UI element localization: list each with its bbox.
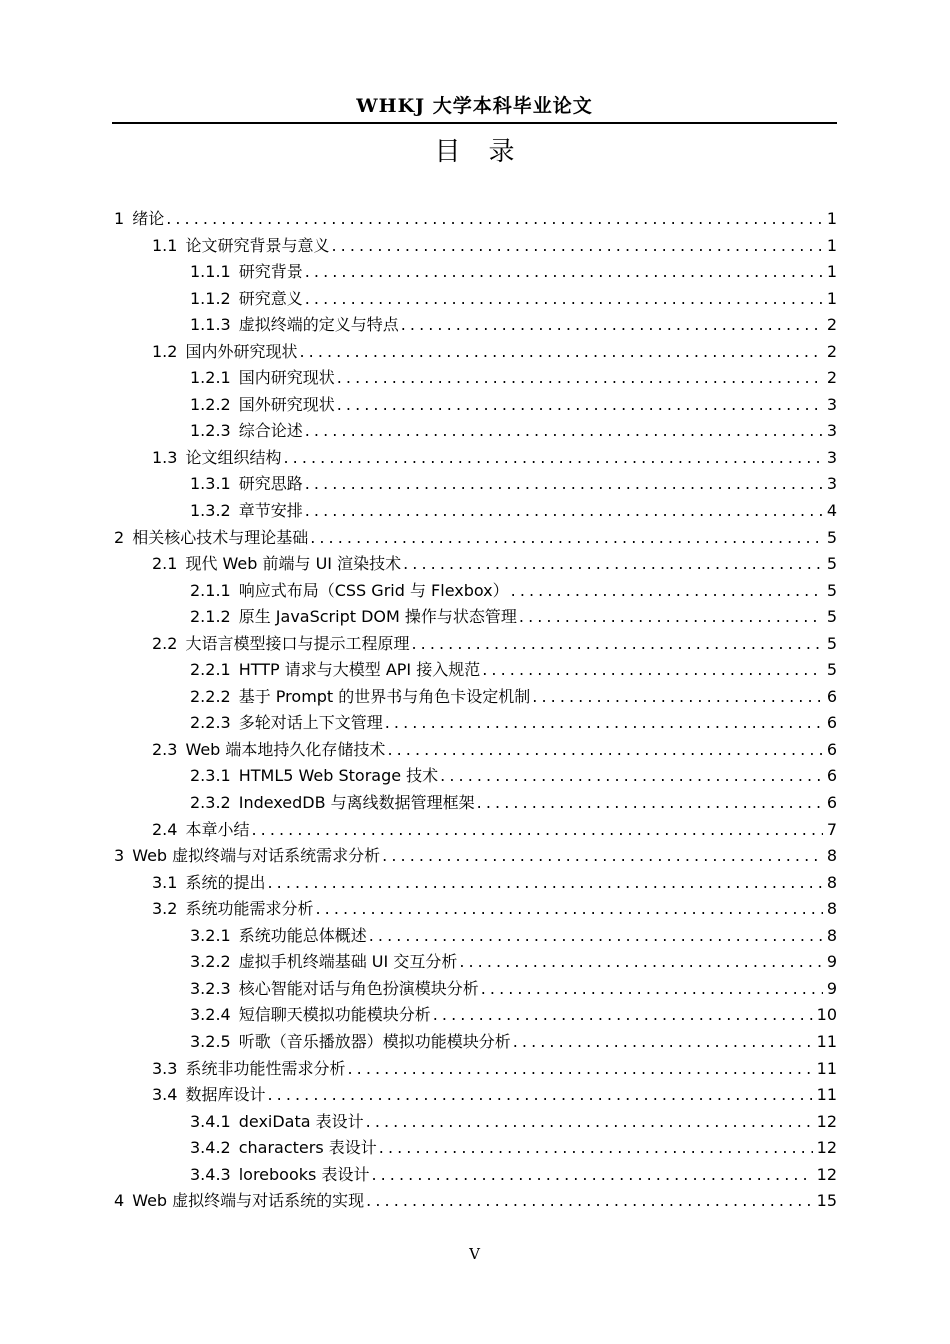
toc-dot-leader (366, 1109, 813, 1135)
toc-dot-leader (305, 471, 823, 497)
toc-entry-number: 1.1.2 (190, 288, 231, 308)
toc-entry-title (152, 817, 249, 843)
toc-entry-number: 2.1.1 (190, 580, 231, 600)
toc-entry-page: 12 (816, 1164, 837, 1184)
toc-entry-number: 1.2.1 (190, 368, 231, 388)
toc-entry-page: 7 (826, 819, 837, 839)
toc-entry-title (190, 684, 530, 710)
toc-entry-title (114, 206, 164, 232)
page-header: WHKJ 大学本科毕业论文 (356, 95, 593, 117)
toc-dot-leader (482, 657, 823, 683)
toc-entry-title (190, 1135, 377, 1161)
toc-dot-leader (267, 1082, 812, 1108)
toc-entry-number: 1.2.3 (190, 421, 231, 441)
toc-entry-number: 3.2.1 (190, 925, 231, 945)
toc-entry-label: 章节安排 (238, 501, 303, 521)
toc-entry[interactable] (112, 817, 837, 844)
toc-entry-number: 3.2.5 (190, 1031, 231, 1051)
toc-entry-page: 1 (826, 235, 837, 255)
header-rule (112, 122, 837, 124)
toc-entry-title (190, 418, 303, 444)
toc-entry[interactable] (112, 418, 837, 445)
toc-dot-leader (532, 684, 823, 710)
toc-entry-number: 3.2.2 (190, 952, 231, 972)
toc-entry-label: 综合论述 (238, 421, 303, 441)
toc-entry-label: HTTP 请求与大模型 API 接入规范 (238, 660, 481, 680)
toc-entry[interactable] (112, 471, 837, 498)
toc-entry-page: 11 (816, 1058, 837, 1078)
toc-entry-title (190, 976, 479, 1002)
toc-entry[interactable] (112, 233, 837, 260)
toc-entry-number: 4 (114, 1191, 125, 1211)
toc-entry-title (190, 1002, 431, 1028)
toc-entry-title (190, 259, 303, 285)
toc-entry-page: 6 (826, 686, 837, 706)
toc-entry-title (190, 710, 383, 736)
toc-entry[interactable] (112, 843, 837, 870)
toc-entry-page: 2 (826, 341, 837, 361)
toc-entry-page: 5 (826, 633, 837, 653)
toc-entry-label: 论文研究背景与意义 (185, 235, 330, 255)
toc-entry-number: 3.2.3 (190, 978, 231, 998)
toc-entry-page: 5 (826, 554, 837, 574)
toc-dot-leader (459, 949, 822, 975)
toc-entry-label: 多轮对话上下文管理 (238, 713, 383, 733)
toc-entry-title (114, 1188, 364, 1214)
toc-entry-number: 2.4 (152, 819, 178, 839)
toc-entry-title (190, 923, 367, 949)
toc-dot-leader (267, 870, 822, 896)
toc-entry-label: 核心智能对话与角色扮演模块分析 (238, 978, 479, 998)
toc-dot-leader (387, 737, 822, 763)
toc-entry[interactable] (112, 604, 837, 631)
toc-entry-title (152, 1056, 345, 1082)
toc-entry-page: 8 (826, 899, 837, 919)
toc-entry-number: 3.2.4 (190, 1005, 231, 1025)
toc-title: 目录 (434, 137, 543, 167)
toc-entry-number: 2.2 (152, 633, 178, 653)
toc-entry-title (152, 445, 281, 471)
toc-entry-page: 11 (816, 1085, 837, 1105)
toc-entry-title (190, 578, 509, 604)
page-number: V (469, 1245, 480, 1263)
toc-entry-label: lorebooks 表设计 (238, 1164, 370, 1184)
toc-entry-title (190, 498, 303, 524)
toc-entry-page: 1 (826, 288, 837, 308)
toc-entry-page: 9 (826, 952, 837, 972)
toc-dot-leader (166, 206, 823, 232)
toc-entry-title (190, 392, 335, 418)
toc-entry-number: 2.2.2 (190, 686, 231, 706)
toc-entry[interactable] (112, 551, 837, 578)
toc-entry-title (190, 657, 480, 683)
toc-entry[interactable] (112, 1188, 837, 1215)
toc-dot-leader (513, 1029, 813, 1055)
toc-entry-number: 2.3.1 (190, 766, 231, 786)
toc-entry-title (152, 737, 385, 763)
toc-entry[interactable] (112, 259, 837, 286)
toc-dot-leader (433, 1002, 813, 1028)
toc-entry-title (152, 551, 401, 577)
toc-entry[interactable] (112, 578, 837, 605)
toc-dot-leader (305, 418, 823, 444)
toc-entry-page: 5 (826, 607, 837, 627)
toc-dot-leader (371, 1162, 812, 1188)
toc-entry-label: 国外研究现状 (238, 394, 335, 414)
toc-entry-label: characters 表设计 (238, 1138, 377, 1158)
toc-entry-title (190, 286, 303, 312)
toc-entry-number: 2.1 (152, 554, 178, 574)
toc-entry-label: Web 虚拟终端与对话系统需求分析 (132, 846, 381, 866)
toc-entry-page: 9 (826, 978, 837, 998)
toc-entry-page: 8 (826, 925, 837, 945)
toc-entry-page: 12 (816, 1138, 837, 1158)
toc-entry-title (190, 763, 438, 789)
toc-entry-page: 3 (826, 421, 837, 441)
toc-entry-number: 1 (114, 209, 125, 228)
toc-entry-number: 1.1 (152, 235, 178, 255)
toc-entry-number: 1.3.1 (190, 474, 231, 494)
toc-entry[interactable] (112, 498, 837, 525)
toc-entry-page: 2 (826, 315, 837, 335)
toc-entry-page: 5 (826, 580, 837, 600)
toc-entry[interactable] (112, 339, 837, 366)
toc-dot-leader (379, 1135, 813, 1161)
toc-entry-number: 2.3.2 (190, 793, 231, 813)
toc-entry-title (190, 790, 475, 816)
toc-entry-title (114, 843, 380, 869)
toc-entry-page: 5 (826, 527, 837, 547)
toc-dot-leader (331, 233, 822, 259)
toc-entry[interactable] (112, 923, 837, 950)
toc-entry[interactable] (112, 631, 837, 658)
toc-dot-leader (411, 631, 822, 657)
toc-entry[interactable] (112, 206, 837, 233)
toc-entry-title (152, 870, 265, 896)
toc-entry[interactable] (112, 949, 837, 976)
toc-entry-number: 2.3 (152, 739, 178, 759)
toc-entry[interactable] (112, 1029, 837, 1056)
toc-dot-leader (305, 286, 823, 312)
toc-entry-label: 虚拟手机终端基础 UI 交互分析 (238, 952, 458, 972)
toc-entry-number: 3.1 (152, 872, 178, 892)
toc-entry[interactable] (112, 365, 837, 392)
toc-entry-title (152, 339, 297, 365)
toc-entry-number: 3.4.1 (190, 1111, 231, 1131)
toc-dot-leader (511, 578, 823, 604)
toc-dot-leader (305, 498, 823, 524)
toc-entry-number: 3.4.3 (190, 1164, 231, 1184)
toc-entry-page: 3 (826, 394, 837, 414)
toc-entry-number: 2.1.2 (190, 607, 231, 627)
toc-entry-label: 相关核心技术与理论基础 (132, 527, 309, 547)
toc-dot-leader (337, 392, 823, 418)
toc-dot-leader (283, 445, 822, 471)
toc-entry-page: 8 (826, 846, 837, 866)
toc-dot-leader (315, 896, 822, 922)
toc-entry-title (190, 949, 457, 975)
toc-entry[interactable] (112, 684, 837, 711)
toc-entry[interactable] (112, 1162, 837, 1189)
toc-entry-label: 系统非功能性需求分析 (185, 1058, 346, 1078)
toc-dot-leader (299, 339, 822, 365)
toc-entry-page: 8 (826, 872, 837, 892)
toc-entry-page: 3 (826, 474, 837, 494)
toc-entry-page: 4 (826, 501, 837, 521)
toc-entry-label: 数据库设计 (185, 1085, 266, 1105)
toc-entry-number: 3.2 (152, 899, 178, 919)
toc-entry[interactable] (112, 1056, 837, 1083)
toc-entry-number: 1.3 (152, 447, 178, 467)
toc-entry-page: 1 (826, 209, 837, 228)
toc-entry-number: 1.2.2 (190, 394, 231, 414)
toc-entry-label: 国内外研究现状 (185, 341, 298, 361)
toc-dot-leader (337, 365, 823, 391)
toc-entry-page: 5 (826, 660, 837, 680)
toc-entry-page: 11 (816, 1031, 837, 1051)
toc-entry-page: 6 (826, 739, 837, 759)
toc-entry-label: 现代 Web 前端与 UI 渲染技术 (185, 554, 402, 574)
toc-entry-number: 2 (114, 527, 125, 547)
toc-entry-label: 研究思路 (238, 474, 303, 494)
toc-entry[interactable] (112, 763, 837, 790)
toc-entry-label: 听歌（音乐播放器）模拟功能模块分析 (238, 1031, 511, 1051)
toc-entry-label: Web 虚拟终端与对话系统的实现 (132, 1191, 365, 1211)
toc-entry-label: dexiData 表设计 (238, 1111, 364, 1131)
toc-entry-title (114, 525, 308, 551)
toc-entry[interactable] (112, 657, 837, 684)
toc-dot-leader (366, 1188, 812, 1214)
toc-dot-leader (310, 525, 823, 551)
toc-entry-label: 响应式布局（CSS Grid 与 Flexbox） (238, 580, 509, 600)
toc-entry-label: 系统的提出 (185, 872, 266, 892)
toc-entry-page: 2 (826, 368, 837, 388)
toc-entry-number: 1.2 (152, 341, 178, 361)
toc-entry[interactable] (112, 976, 837, 1003)
toc-dot-leader (251, 817, 822, 843)
toc-entry[interactable] (112, 737, 837, 764)
toc-entry-label: 系统功能总体概述 (238, 925, 367, 945)
toc-entry-title (152, 1082, 265, 1108)
toc-entry-label: 本章小结 (185, 819, 250, 839)
toc-entry[interactable] (112, 1109, 837, 1136)
toc-entry-title (190, 312, 399, 338)
toc-dot-leader (440, 763, 823, 789)
toc-dot-leader (401, 312, 823, 338)
toc-entry-title (152, 631, 409, 657)
toc-entry-title (190, 604, 517, 630)
table-of-contents (112, 206, 837, 1215)
toc-dot-leader (347, 1056, 812, 1082)
toc-entry-number: 1.1.3 (190, 315, 231, 335)
toc-entry-number: 3.3 (152, 1058, 178, 1078)
toc-entry-number: 2.2.1 (190, 660, 231, 680)
toc-entry-label: 绪论 (132, 209, 165, 228)
toc-entry[interactable] (112, 525, 837, 552)
toc-entry-title (152, 233, 329, 259)
toc-dot-leader (382, 843, 823, 869)
toc-entry[interactable] (112, 710, 837, 737)
toc-entry-page: 6 (826, 713, 837, 733)
toc-entry-page: 1 (826, 262, 837, 282)
toc-entry-label: 论文组织结构 (185, 447, 282, 467)
toc-entry-page: 10 (816, 1005, 837, 1025)
toc-entry[interactable] (112, 1135, 837, 1162)
toc-dot-leader (519, 604, 823, 630)
toc-entry-title (152, 896, 313, 922)
toc-entry[interactable] (112, 445, 837, 472)
toc-entry-page: 6 (826, 766, 837, 786)
toc-entry-number: 3.4.2 (190, 1138, 231, 1158)
toc-entry-number: 1.1.1 (190, 262, 231, 282)
toc-entry-label: 基于 Prompt 的世界书与角色卡设定机制 (238, 686, 531, 706)
toc-entry[interactable] (112, 1082, 837, 1109)
toc-entry[interactable] (112, 896, 837, 923)
toc-dot-leader (481, 976, 823, 1002)
toc-entry-label: HTML5 Web Storage 技术 (238, 766, 439, 786)
toc-entry-label: 系统功能需求分析 (185, 899, 314, 919)
toc-entry-page: 15 (816, 1191, 837, 1211)
toc-entry[interactable] (112, 392, 837, 419)
toc-dot-leader (403, 551, 823, 577)
toc-entry[interactable] (112, 1002, 837, 1029)
toc-entry-page: 6 (826, 793, 837, 813)
toc-entry[interactable] (112, 286, 837, 313)
toc-entry-title (190, 1029, 511, 1055)
toc-entry-page: 3 (826, 447, 837, 467)
toc-entry[interactable] (112, 790, 837, 817)
toc-entry-number: 3 (114, 846, 125, 866)
toc-dot-leader (385, 710, 823, 736)
toc-entry-number: 1.3.2 (190, 501, 231, 521)
toc-entry-number: 2.2.3 (190, 713, 231, 733)
toc-entry-label: 国内研究现状 (238, 368, 335, 388)
toc-dot-leader (305, 259, 823, 285)
toc-entry-label: Web 端本地持久化存储技术 (185, 739, 386, 759)
toc-entry-label: 虚拟终端的定义与特点 (238, 315, 399, 335)
toc-entry-label: 短信聊天模拟功能模块分析 (238, 1005, 431, 1025)
toc-dot-leader (369, 923, 823, 949)
toc-entry-label: 研究背景 (238, 262, 303, 282)
toc-dot-leader (477, 790, 823, 816)
toc-entry-title (190, 1109, 364, 1135)
toc-entry-label: 研究意义 (238, 288, 303, 308)
toc-entry-title (190, 471, 303, 497)
toc-entry-page: 12 (816, 1111, 837, 1131)
toc-entry-label: 大语言模型接口与提示工程原理 (185, 633, 410, 653)
toc-entry-number: 3.4 (152, 1085, 178, 1105)
toc-entry-title (190, 1162, 369, 1188)
toc-entry-label: 原生 JavaScript DOM 操作与状态管理 (238, 607, 517, 627)
toc-entry[interactable] (112, 312, 837, 339)
toc-entry-label: IndexedDB 与离线数据管理框架 (238, 793, 475, 813)
toc-entry-title (190, 365, 335, 391)
toc-entry[interactable] (112, 870, 837, 897)
